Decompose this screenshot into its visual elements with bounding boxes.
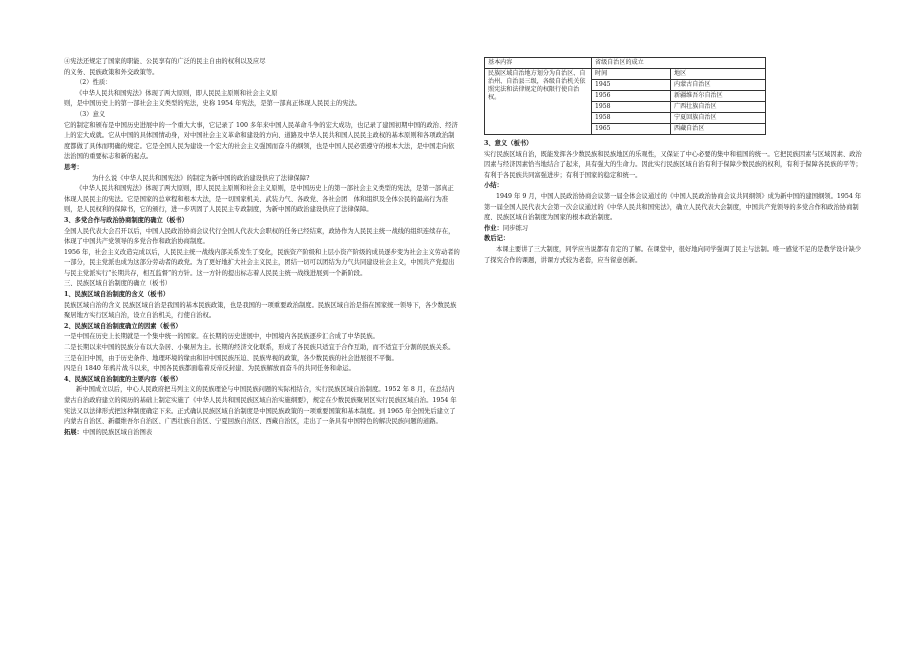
autonomy-content-text: 新中国成立以后，中心人民政府把马列主义的民族理论与中国民族问题的实际相结合，实行民族区域自治制度。1952 年 8 月，在总结内蒙古自治政府建立的阅历的基础上制定实施了《中华人民共和国民族区域自治实施纲要》，规定在少数民族聚居区实行民族区域自治。1954 年宪法又以法律形式把这种制度确定下来。正式确认民族区域自治制度是中国民族政策的一项重要国策和基本制度。到 1965 年全国先后建立了内蒙古自治区、新疆维吾尔自治区、广西壮族自治区、宁夏回族自治区、西藏自治区，走出了一条具有中国特色的解决民族问题的道路。 [64, 386, 457, 426]
table-cell-year: 1958 [592, 102, 671, 113]
table-cell-year: 1945 [592, 80, 671, 91]
constitution-item-4: ④宪法还规定了国家的职能、公民享有的广泛的民主自由的权利以及应尽 [64, 58, 266, 65]
nature-text: 《中华人民共和国宪法》体现了两大原则，即人民民主原则和社会主义原 [76, 89, 278, 97]
section-3-text-1: 全国人民代表大会召开以后，中国人民政治协商会议代行全国人代表大会职权的任务已经结束，政协作为人民民主统一战线的组织连续存在，体现了中国共产党领导的多党合作和政治协商制度。 [64, 227, 455, 246]
summary-text: 1949 年 9 月，中国人民政治协商会议第一届全体会议通过的《中国人民政治协商会议共同纲领》成为新中国的建国纲领。1954 年第一届全国人民代表大会第一次会议通过的《中华人民共和国宪法》，确立人民代表大会制度，中国共产党领导的多党合作和政治协商制度、民族区域自治制度为国家的根本政治制度。 [484, 192, 862, 222]
part-3-heading: 三、民族区域自治制度的确立（板书） [64, 280, 172, 288]
homework-label: 作业： [484, 224, 503, 232]
table-content-cell: 民族区域自治地方划分为自治区、自治州、自治县三级，各级自治机关依照宪法和法律规定的权限行使自治权。 [485, 69, 592, 135]
summary-heading: 小结： [484, 182, 503, 190]
factor-3: 三是在旧中国，由于历史条件、地理环境的缘由和旧中国民族压迫、民族卑视的政策，各少数民族的社会进展很不平衡。 [64, 354, 398, 362]
autonomy-meaning-text: 民族区域自治的含义 民族区域自治是我国的基本民族政策，也是我国的一项重要政治制度。民族区域自治是指在国家统一领导下，各少数民族聚居地方实行区域自治，设立自治机关，行使自治权。 [64, 301, 457, 320]
significance-text: 它的制定和颁布是中国历史进展中的一个重大大事，它记录了 100 多年来中国人民革命斗争的宏大成功，也记录了建国初期中国的政治、经济上的宏大成就。它从中国的具体国情动身，对中国社会主义革命和建设的方向、道路及中华人民共和国人民民主政权的基本原则和各项政治制度都做了具体而明确的规定。它是全国人民为建设一个宏大的社会主义强国而奋斗的纲领，也是中国人民必需遵守的根本大法，是中国走向依法治国的重要标志和新的起点。 [64, 121, 458, 161]
left-column [64, 57, 460, 438]
autonomy-content-heading: 4、民族区域自治制度的主要内容（板书） [64, 375, 182, 383]
thinking-question: 为什么说《中华人民共和国宪法》的制定为新中国的政治建设供应了法律保障? [92, 174, 310, 182]
constitution-item-4-cont: 的义务、民族政策和外交政策等。 [64, 68, 159, 76]
table-cell-area: 西藏自治区 [671, 124, 766, 135]
extension-label: 拓展： [64, 428, 83, 436]
reflection-text: 本课主要讲了三大制度，同学应当说都有肯定的了解。在课堂中，很好地向同学强调了民主与法制。唯一感觉不足的是教学设计缺少了探究合作的课题，讲课方式较为老套，应当留意创新。 [484, 245, 862, 264]
factor-1: 一是中国在历史上长期就是一个集中统一的国家。在长期的历史进展中，中国境内各民族逐步汇合成了中华民族。 [64, 333, 379, 341]
table-header-regions: 省级自治区的成立 [592, 58, 766, 69]
reflection-heading: 教后记： [484, 235, 510, 243]
extension-text: 中国的民族区域自治图表 [82, 428, 153, 436]
autonomy-factors-heading: 2、民族区域自治制度确立的因素（板书） [64, 322, 182, 330]
table-cell-area: 新疆维吾尔自治区 [671, 91, 766, 102]
thinking-answer: 《中华人民共和国宪法》体现了两大原则，即人民民主原则和社会主义原则，是中国历史上的第一部社会主义类型的宪法，是第一部真正体现人民民主的宪法。它是国家的总章程和根本大法，是一切国家机关、武装力气、各政党、各社会团 体和组织及全体公民的最高行为准则，是人民权利的保障书，它的颁行，进一步巩固了人民民主专政制度，为新中国的政治建设供应了法律保障。 [64, 185, 454, 214]
table-cell-area: 内蒙古自治区 [671, 80, 766, 91]
table-cell-area: 宁夏回族自治区 [671, 113, 766, 124]
autonomy-table [484, 57, 766, 135]
homework-text: 同步练习 [502, 224, 529, 232]
homework-line [484, 224, 866, 235]
table-header-content: 基本内容 [485, 58, 592, 69]
table-cell-year: 1956 [592, 91, 671, 102]
table-subheader-area: 地区 [671, 69, 766, 80]
nature-heading: （2）性质： [76, 79, 112, 87]
extension-line [64, 428, 460, 439]
section-3-text-2: 1956 年，社会主义改造完成以后，人民民主统一战线内部关系发生了变化，民族资产阶级和上层小资产阶级的成员逐步变为社会主义劳动者的一部分，民主党派也成为这部分劳动者的政党。为了更好地扩大社会主义民主，团结一切可以团结为力气共同建设社会主义，中国共产党提出与民主党派实行“长期共存，相互监督”的方针。这一方针的提出标志着人民民主统一战线进展到一个新阶段。 [64, 248, 460, 277]
right-column [484, 57, 866, 266]
nature-text-cont: 则，是中国历史上的第一部社会主义类型的宪法，史称 1954 年宪法，是第一部真正体现人民民主的宪法。 [64, 100, 362, 108]
significance-3-text: 实行民族区域自治，既能发挥各少数民族和民族地区的乐观性，又保证了中心必要的集中和祖国的统一。它把民族因素与区域因素、政治因素与经济因素恰当地结合了起来，具有强大的生命力。因此实行民族区域自治有利于保障少数民族的权利，有利于保障各民族的平等；有利于各民族共同富强进步；有利于国家的稳定和统一。 [484, 150, 862, 179]
table-subheader-time: 时间 [592, 69, 671, 80]
significance-heading: （3）意义 [76, 110, 106, 118]
table-cell-year: 1958 [592, 113, 671, 124]
factor-4: 四是自 1840 年鸦片战斗以来，中国各民族都面临着反帝反封建、为民族解放而奋斗的共同任务和命运。 [64, 365, 355, 373]
section-3-heading: 3、多党合作与政治协商制度的确立（板书） [64, 216, 189, 224]
autonomy-meaning-heading: 1、民族区域自治制度的含义（板书） [64, 291, 170, 299]
table-cell-area: 广西壮族自治区 [671, 102, 766, 113]
significance-3-heading: 3、意义（板书） [484, 140, 533, 147]
thinking-heading: 思考： [64, 163, 83, 171]
factor-2: 二是长期以来中国的民族分布以大杂居、小聚居为主。长期的经济文化联系，形成了各民族只适宜于合作互助，而不适宜于分割的民族关系。 [64, 344, 455, 352]
table-cell-year: 1965 [592, 124, 671, 135]
